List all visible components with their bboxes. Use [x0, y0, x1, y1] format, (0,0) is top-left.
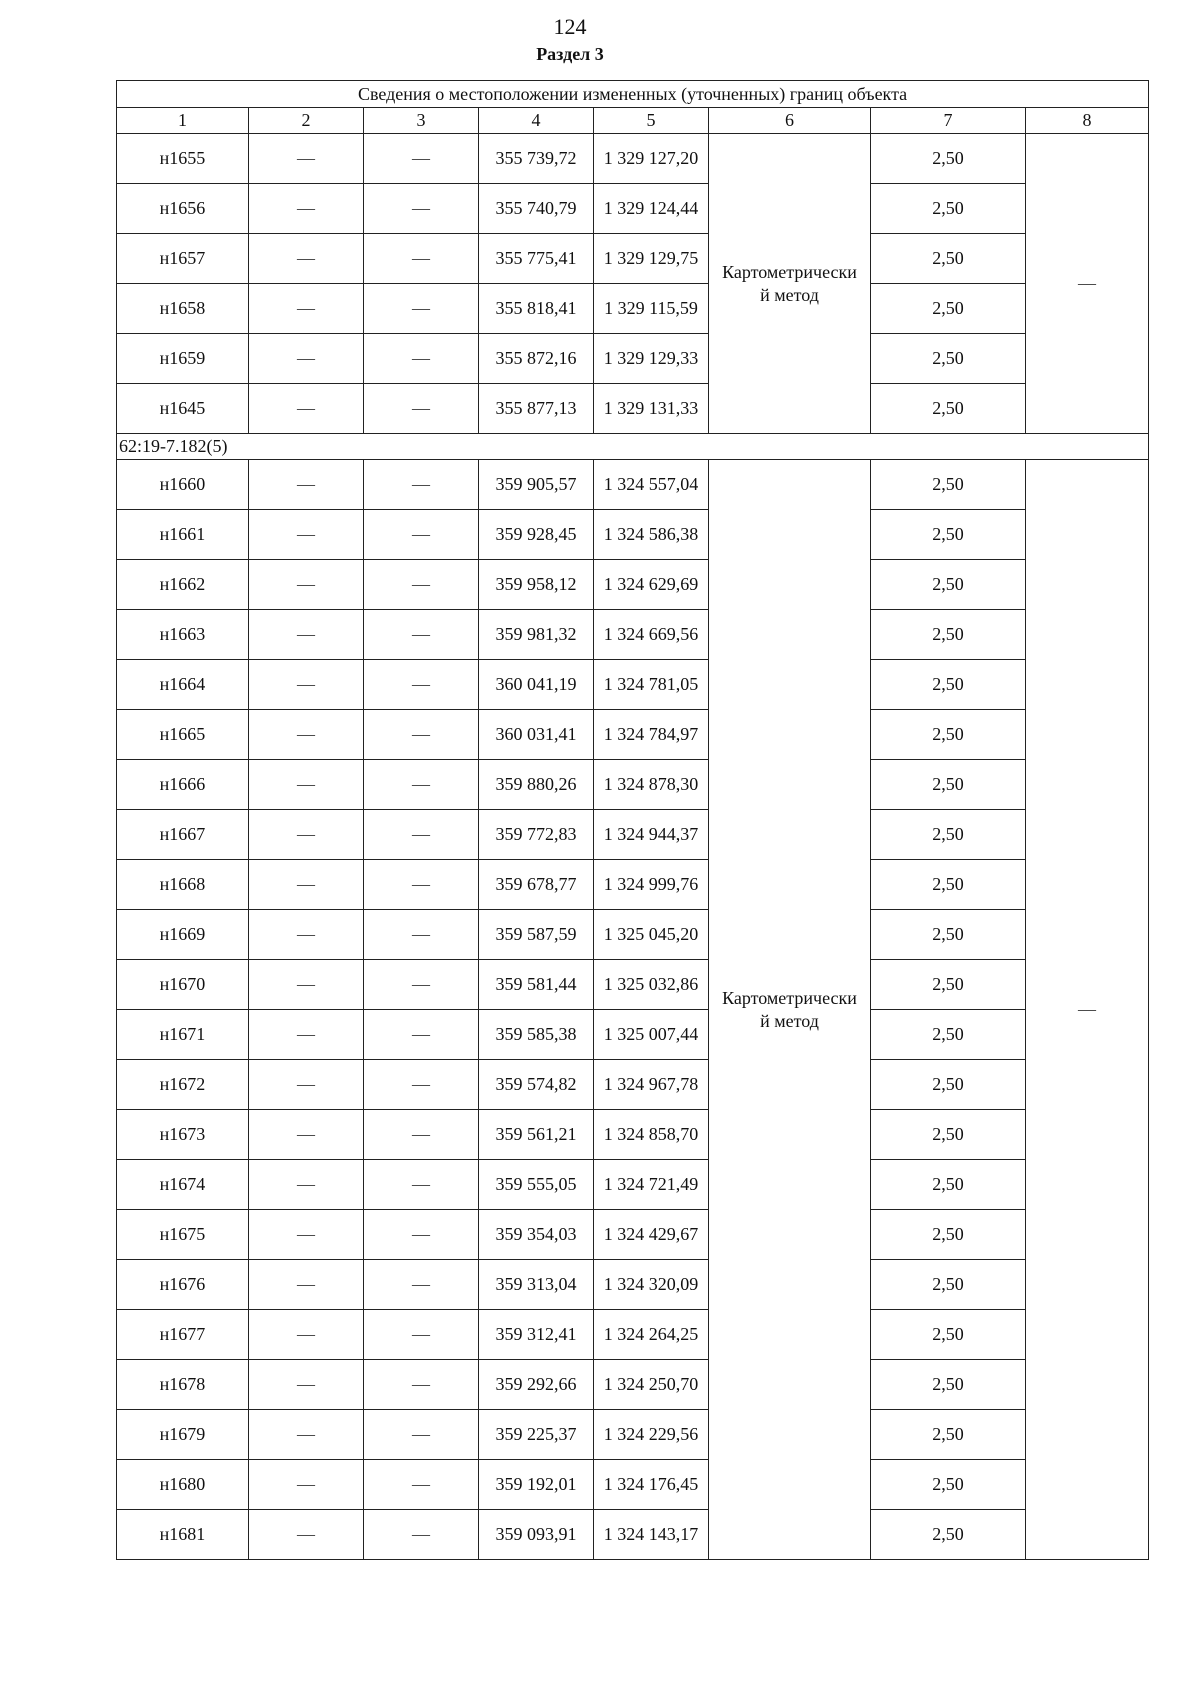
y-coordinate-cell: 1 324 669,56: [594, 610, 709, 660]
col2-cell: —: [249, 334, 364, 384]
x-coordinate-cell: 355 872,16: [479, 334, 594, 384]
y-coordinate-cell: 1 324 320,09: [594, 1260, 709, 1310]
accuracy-cell: 2,50: [871, 560, 1026, 610]
point-name-cell: н1665: [117, 710, 249, 760]
table-title: Сведения о местоположении измененных (уточненных) границ объекта: [117, 81, 1149, 108]
y-coordinate-cell: 1 329 129,33: [594, 334, 709, 384]
accuracy-cell: 2,50: [871, 510, 1026, 560]
accuracy-cell: 2,50: [871, 1160, 1026, 1210]
x-coordinate-cell: 355 818,41: [479, 284, 594, 334]
table-row: [117, 284, 1149, 334]
col3-cell: —: [364, 1310, 479, 1360]
point-name-cell: н1655: [117, 134, 249, 184]
table-row: [117, 510, 1149, 560]
y-coordinate-cell: 1 324 878,30: [594, 760, 709, 810]
col2-cell: —: [249, 1060, 364, 1110]
x-coordinate-cell: 359 587,59: [479, 910, 594, 960]
col3-cell: —: [364, 1460, 479, 1510]
col2-cell: —: [249, 560, 364, 610]
col3-cell: —: [364, 560, 479, 610]
table-row: [117, 184, 1149, 234]
point-name-cell: н1675: [117, 1210, 249, 1260]
accuracy-cell: 2,50: [871, 1460, 1026, 1510]
y-coordinate-cell: 1 324 250,70: [594, 1360, 709, 1410]
x-coordinate-cell: 359 292,66: [479, 1360, 594, 1410]
table-row: [117, 660, 1149, 710]
x-coordinate-cell: 359 313,04: [479, 1260, 594, 1310]
col2-cell: —: [249, 460, 364, 510]
col2-cell: —: [249, 910, 364, 960]
y-coordinate-cell: 1 329 131,33: [594, 384, 709, 434]
table-row: [117, 1210, 1149, 1260]
col2-cell: —: [249, 1260, 364, 1310]
col3-cell: —: [364, 1160, 479, 1210]
col3-cell: —: [364, 760, 479, 810]
point-name-cell: н1671: [117, 1010, 249, 1060]
accuracy-cell: 2,50: [871, 334, 1026, 384]
col2-cell: —: [249, 810, 364, 860]
point-name-cell: н1680: [117, 1460, 249, 1510]
point-name-cell: н1678: [117, 1360, 249, 1410]
method-cell: [709, 134, 871, 434]
table-row: [117, 910, 1149, 960]
x-coordinate-cell: 360 041,19: [479, 660, 594, 710]
point-name-cell: н1679: [117, 1410, 249, 1460]
y-coordinate-cell: 1 324 586,38: [594, 510, 709, 560]
col3-cell: —: [364, 810, 479, 860]
col8-cell: —: [1026, 460, 1149, 1560]
col2-cell: —: [249, 284, 364, 334]
col2-cell: —: [249, 1460, 364, 1510]
group-label: 62:19-7.182(5): [117, 434, 1149, 460]
method-line: Картометрически: [722, 987, 857, 1008]
point-name-cell: н1674: [117, 1160, 249, 1210]
col2-cell: —: [249, 1210, 364, 1260]
method-cell: [709, 460, 871, 1560]
point-name-cell: н1663: [117, 610, 249, 660]
table-row: [117, 1110, 1149, 1160]
method-line: й метод: [760, 1010, 819, 1031]
x-coordinate-cell: 359 928,45: [479, 510, 594, 560]
col2-cell: —: [249, 710, 364, 760]
x-coordinate-cell: 359 093,91: [479, 1510, 594, 1560]
col3-cell: —: [364, 960, 479, 1010]
point-name-cell: н1657: [117, 234, 249, 284]
column-number-row: [117, 108, 1149, 134]
y-coordinate-cell: 1 329 129,75: [594, 234, 709, 284]
point-name-cell: н1658: [117, 284, 249, 334]
table-row: [117, 560, 1149, 610]
column-number-3: 3: [364, 108, 479, 134]
col3-cell: —: [364, 660, 479, 710]
x-coordinate-cell: 359 312,41: [479, 1310, 594, 1360]
point-name-cell: н1681: [117, 1510, 249, 1560]
x-coordinate-cell: 359 958,12: [479, 560, 594, 610]
y-coordinate-cell: 1 325 045,20: [594, 910, 709, 960]
y-coordinate-cell: 1 324 143,17: [594, 1510, 709, 1560]
col3-cell: —: [364, 1110, 479, 1160]
y-coordinate-cell: 1 324 629,69: [594, 560, 709, 610]
boundary-coordinates-table: [116, 80, 1149, 1560]
col2-cell: —: [249, 234, 364, 284]
col2-cell: —: [249, 1510, 364, 1560]
col3-cell: —: [364, 284, 479, 334]
x-coordinate-cell: 360 031,41: [479, 710, 594, 760]
x-coordinate-cell: 359 561,21: [479, 1110, 594, 1160]
point-name-cell: н1645: [117, 384, 249, 434]
x-coordinate-cell: 359 585,38: [479, 1010, 594, 1060]
x-coordinate-cell: 359 772,83: [479, 810, 594, 860]
table-row: [117, 1060, 1149, 1110]
accuracy-cell: 2,50: [871, 234, 1026, 284]
accuracy-cell: 2,50: [871, 610, 1026, 660]
point-name-cell: н1660: [117, 460, 249, 510]
y-coordinate-cell: 1 324 429,67: [594, 1210, 709, 1260]
col2-cell: —: [249, 660, 364, 710]
y-coordinate-cell: 1 329 127,20: [594, 134, 709, 184]
x-coordinate-cell: 355 877,13: [479, 384, 594, 434]
col3-cell: —: [364, 1510, 479, 1560]
x-coordinate-cell: 359 354,03: [479, 1210, 594, 1260]
col3-cell: —: [364, 910, 479, 960]
col3-cell: —: [364, 384, 479, 434]
accuracy-cell: 2,50: [871, 1310, 1026, 1360]
table-row: [117, 134, 1149, 184]
col3-cell: —: [364, 710, 479, 760]
point-name-cell: н1673: [117, 1110, 249, 1160]
col2-cell: —: [249, 1310, 364, 1360]
y-coordinate-cell: 1 324 784,97: [594, 710, 709, 760]
point-name-cell: н1668: [117, 860, 249, 910]
accuracy-cell: 2,50: [871, 1110, 1026, 1160]
y-coordinate-cell: 1 324 967,78: [594, 1060, 709, 1110]
accuracy-cell: 2,50: [871, 384, 1026, 434]
table-row: [117, 334, 1149, 384]
col3-cell: —: [364, 860, 479, 910]
column-number-1: 1: [117, 108, 249, 134]
column-number-4: 4: [479, 108, 594, 134]
table-row: [117, 234, 1149, 284]
y-coordinate-cell: 1 324 176,45: [594, 1460, 709, 1510]
x-coordinate-cell: 359 678,77: [479, 860, 594, 910]
table-row: [117, 1260, 1149, 1310]
accuracy-cell: 2,50: [871, 184, 1026, 234]
accuracy-cell: 2,50: [871, 1210, 1026, 1260]
table-row: [117, 1360, 1149, 1410]
point-name-cell: н1662: [117, 560, 249, 610]
col3-cell: —: [364, 334, 479, 384]
column-number-7: 7: [871, 108, 1026, 134]
table-row: [117, 1310, 1149, 1360]
x-coordinate-cell: 355 739,72: [479, 134, 594, 184]
accuracy-cell: 2,50: [871, 910, 1026, 960]
accuracy-cell: 2,50: [871, 1510, 1026, 1560]
y-coordinate-cell: 1 324 944,37: [594, 810, 709, 860]
x-coordinate-cell: 359 574,82: [479, 1060, 594, 1110]
point-name-cell: н1666: [117, 760, 249, 810]
accuracy-cell: 2,50: [871, 760, 1026, 810]
table-row: [117, 760, 1149, 810]
y-coordinate-cell: 1 329 115,59: [594, 284, 709, 334]
point-name-cell: н1664: [117, 660, 249, 710]
col2-cell: —: [249, 1010, 364, 1060]
method-line: й метод: [760, 284, 819, 305]
x-coordinate-cell: 359 981,32: [479, 610, 594, 660]
point-name-cell: н1676: [117, 1260, 249, 1310]
col3-cell: —: [364, 1010, 479, 1060]
col3-cell: —: [364, 1360, 479, 1410]
table-row: [117, 1160, 1149, 1210]
col2-cell: —: [249, 860, 364, 910]
col3-cell: —: [364, 1410, 479, 1460]
accuracy-cell: 2,50: [871, 960, 1026, 1010]
method-line: Картометрически: [722, 261, 857, 282]
page-number: 124: [553, 14, 587, 39]
table-row: [117, 1010, 1149, 1060]
y-coordinate-cell: 1 325 007,44: [594, 1010, 709, 1060]
col2-cell: —: [249, 184, 364, 234]
x-coordinate-cell: 359 192,01: [479, 1460, 594, 1510]
accuracy-cell: 2,50: [871, 810, 1026, 860]
y-coordinate-cell: 1 324 858,70: [594, 1110, 709, 1160]
table-row: [117, 960, 1149, 1010]
x-coordinate-cell: 359 880,26: [479, 760, 594, 810]
point-name-cell: н1659: [117, 334, 249, 384]
accuracy-cell: 2,50: [871, 1360, 1026, 1410]
x-coordinate-cell: 355 775,41: [479, 234, 594, 284]
y-coordinate-cell: 1 325 032,86: [594, 960, 709, 1010]
table-row: [117, 1510, 1149, 1560]
col3-cell: —: [364, 184, 479, 234]
col3-cell: —: [364, 460, 479, 510]
point-name-cell: н1667: [117, 810, 249, 860]
accuracy-cell: 2,50: [871, 284, 1026, 334]
point-name-cell: н1669: [117, 910, 249, 960]
col3-cell: —: [364, 1210, 479, 1260]
y-coordinate-cell: 1 324 721,49: [594, 1160, 709, 1210]
col2-cell: —: [249, 1110, 364, 1160]
table-row: [117, 860, 1149, 910]
col2-cell: —: [249, 384, 364, 434]
col3-cell: —: [364, 1060, 479, 1110]
accuracy-cell: 2,50: [871, 710, 1026, 760]
x-coordinate-cell: 359 225,37: [479, 1410, 594, 1460]
x-coordinate-cell: 359 555,05: [479, 1160, 594, 1210]
table-row: [117, 460, 1149, 510]
table-row: [117, 710, 1149, 760]
y-coordinate-cell: 1 324 264,25: [594, 1310, 709, 1360]
col3-cell: —: [364, 134, 479, 184]
col2-cell: —: [249, 1410, 364, 1460]
y-coordinate-cell: 1 324 999,76: [594, 860, 709, 910]
column-number-5: 5: [594, 108, 709, 134]
accuracy-cell: 2,50: [871, 660, 1026, 710]
table-row: [117, 1410, 1149, 1460]
x-coordinate-cell: 359 581,44: [479, 960, 594, 1010]
column-number-6: 6: [709, 108, 871, 134]
accuracy-cell: 2,50: [871, 1410, 1026, 1460]
col2-cell: —: [249, 610, 364, 660]
point-name-cell: н1656: [117, 184, 249, 234]
table-row: [117, 810, 1149, 860]
section-title: Раздел 3: [536, 44, 604, 64]
point-name-cell: н1672: [117, 1060, 249, 1110]
point-name-cell: н1670: [117, 960, 249, 1010]
accuracy-cell: 2,50: [871, 460, 1026, 510]
col3-cell: —: [364, 234, 479, 284]
y-coordinate-cell: 1 329 124,44: [594, 184, 709, 234]
col2-cell: —: [249, 510, 364, 560]
col3-cell: —: [364, 510, 479, 560]
accuracy-cell: 2,50: [871, 1010, 1026, 1060]
accuracy-cell: 2,50: [871, 860, 1026, 910]
point-name-cell: н1661: [117, 510, 249, 560]
y-coordinate-cell: 1 324 781,05: [594, 660, 709, 710]
x-coordinate-cell: 355 740,79: [479, 184, 594, 234]
group-row: [117, 434, 1149, 460]
col2-cell: —: [249, 1360, 364, 1410]
col3-cell: —: [364, 1260, 479, 1310]
accuracy-cell: 2,50: [871, 134, 1026, 184]
column-number-8: 8: [1026, 108, 1149, 134]
table-row: [117, 1460, 1149, 1510]
accuracy-cell: 2,50: [871, 1260, 1026, 1310]
table-row: [117, 384, 1149, 434]
table-row: [117, 610, 1149, 660]
col2-cell: —: [249, 760, 364, 810]
col3-cell: —: [364, 610, 479, 660]
col8-cell: —: [1026, 134, 1149, 434]
column-number-2: 2: [249, 108, 364, 134]
col2-cell: —: [249, 134, 364, 184]
x-coordinate-cell: 359 905,57: [479, 460, 594, 510]
point-name-cell: н1677: [117, 1310, 249, 1360]
y-coordinate-cell: 1 324 557,04: [594, 460, 709, 510]
accuracy-cell: 2,50: [871, 1060, 1026, 1110]
y-coordinate-cell: 1 324 229,56: [594, 1410, 709, 1460]
col2-cell: —: [249, 960, 364, 1010]
col2-cell: —: [249, 1160, 364, 1210]
